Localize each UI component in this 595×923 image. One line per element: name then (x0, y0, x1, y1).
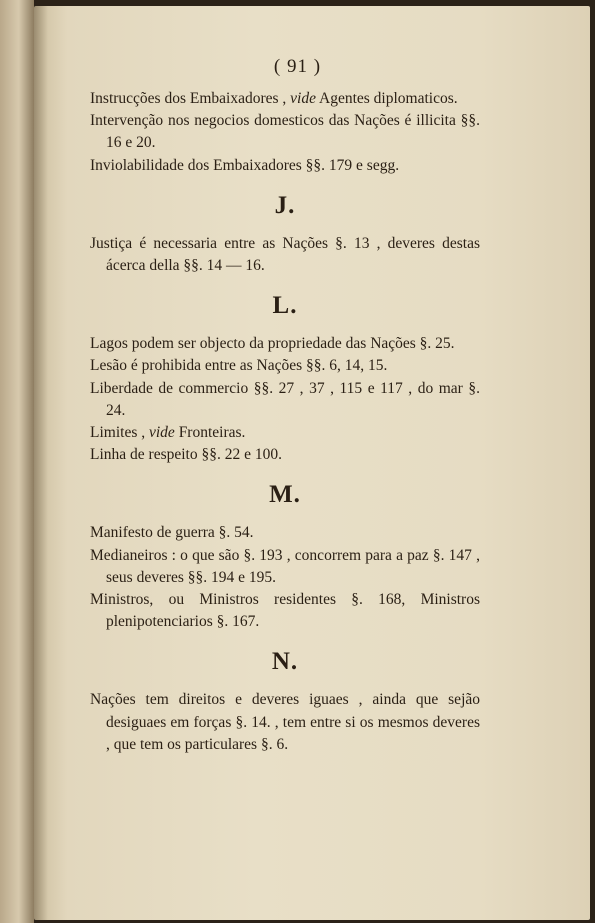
index-entry: Inviolabilidade dos Embaixadores §§. 179 e segg. (90, 156, 400, 174)
gutter-shadow (34, 6, 48, 920)
index-entry: Medianeiros : o que são §. 193 , concorrem para a paz §. 147 , seus deveres §§. 194 e 195. (90, 546, 480, 586)
index-entry: Justiça é necessaria entre as Nações §. 13 , deveres destas ácerca della §§. 14 — 16. (90, 234, 480, 275)
index-entry: Lesão é prohibida entre as Nações §§. 6, 14, 15. (90, 357, 388, 375)
index-entry: Lagos podem ser objecto da propriedade das Nações §. 25. (90, 335, 455, 353)
index-text (90, 88, 480, 756)
section-letter-l: L. (272, 292, 298, 320)
index-entry: Instrucções dos Embaixadores , vide Agentes diplomaticos. (90, 90, 458, 107)
page-number: ( 91 ) (273, 56, 322, 77)
index-entry: Intervenção nos negocios domesticos das Nações é illicita §§. 16 e 20. (90, 112, 480, 152)
index-entry: Limites , vide Fronteiras. (90, 424, 246, 442)
index-entry: Liberdade de commercio §§. 27 , 37 , 115 e 117 , do mar §. 24. (90, 379, 480, 419)
section-letter-n: N. (271, 648, 299, 676)
section-letter-m: M. (269, 481, 301, 509)
left-page-edge (0, 0, 34, 923)
section-letter-j: J. (274, 191, 296, 219)
index-entry: Ministros, ou Ministros residentes §. 168, Ministros plenipotenciarios §. 167. (90, 591, 480, 631)
index-entry: Nações tem direitos e deveres iguaes , ainda que sejão desiguaes em forças §. 14. , tem entre si os mesmos deveres , que tem os particulares §. 6. (90, 691, 480, 753)
index-entry: Manifesto de guerra §. 54. (90, 524, 254, 542)
index-entry: Linha de respeito §§. 22 e 100. (90, 446, 282, 464)
